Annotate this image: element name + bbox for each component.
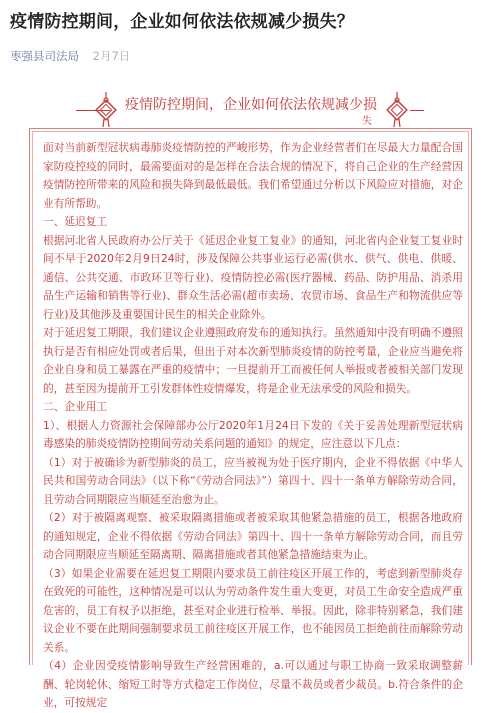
body-paragraph: （2）对于被隔离观察、被采取隔离措施或者被采取其他紧急措施的员工，根据各地政府的通知规定，企业不得依据《劳动合同法》第四十、四十一条单方解除劳动合同，而且劳动合同期限应当顺延至隔离期、隔离措施或者其他紧急措施结束为止。 — [43, 511, 463, 561]
divider-right — [410, 110, 424, 111]
body-paragraph: （3）如果企业需要在延迟复工期限内要求员工前往疫区开展工作的，考虑到新型肺炎存在致死的可能性，这种情况是可以认为劳动条件发生重大变更，对员工生命安全造成严重危害的，员工有权予以拒绝，甚至对企业进行检举、举报。因此，除非特别紧急，我们建议企业不要在此期间强制要求员工前往疫区开展工作，也不能因员工拒绝前往而解除劳动关系。 — [43, 566, 463, 654]
section-heading: 一、延迟复工 — [43, 215, 108, 228]
banner-heading: 疫情防控期间，企业如何依法依规减少损 — [125, 97, 377, 113]
body-paragraph: （4）企业因受疫情影响导致生产经营困难的，a.可以通过与职工协商一致采取调整薪酬、轮岗轮休、缩短工时等方式稳定工作岗位，尽量不裁员或者少裁员。b.符合条件的企业，可按规定 — [43, 659, 463, 709]
body-paragraph: 面对当前新型冠状病毒肺炎疫情防控的严峻形势，作为企业经营者们在尽最大力量配合国家防疫控疫的同时，最需要面对的是怎样在合法合规的情况下，将自己企业的生产经营因疫情防控所带来的风险和损失降到最低最低。我们希望通过分析以下风险应对措施，对企业有所帮助。 — [43, 141, 463, 210]
article-meta — [10, 48, 130, 64]
knot-ornament-icon — [381, 92, 413, 128]
article-body-frame — [29, 128, 472, 709]
body-paragraph: 根据河北省人民政府办公厅关于《延迟企业复工复业》的通知，河北省内企业复工复业时间不早于2020年2月9日24时，涉及保障公共事业运行必需(供水、供气、供电、供暖、通信、公共交通、市政环卫等行业)、疫情防控必需(医疗器械、药品、防护用品、消杀用品生产运输和销售等行业)、群众生活必需(超市卖场、农贸市场、食品生产和物流供应等行业)及其他涉及重要国计民生的相关企业除外。 — [43, 233, 463, 321]
body-paragraph: 对于延迟复工期限，我们建议企业遵照政府发布的通知执行。虽然通知中没有明确不遵照执行是否有相应处罚或者后果，但出于对本次新型肺炎疫情的防控考量，企业应当避免将企业自身和员工暴露在严重的疫情中；一旦提前开工而被任何人举报或者被相关部门发现的，甚至因为提前开工引发群体性疫情爆发，将是企业无法承受的风险和损失。 — [43, 326, 463, 395]
body-paragraph: 1）、根据人力资源社会保障部办公厅2020年1月24日下发的《关于妥善处理新型冠状病毒感染的肺炎疫情防控期间劳动关系问题的通知》的规定，应注意以下几点： — [43, 418, 463, 450]
article-body — [43, 139, 463, 713]
source-account-link[interactable]: 枣强县司法局 — [10, 49, 79, 63]
body-paragraph: （1）对于被确诊为新型肺炎的员工，应当被视为处于医疗期内，企业不得依据《中华人民共和国劳动合同法》（以下称“《劳动合同法》”）第四十、四十一条单方解除劳动合同，且劳动合同期限应当顺延至治愈为止。 — [43, 455, 463, 506]
article-title: 疫情防控期间，企业如何依法依规减少损失？ — [10, 12, 354, 32]
banner-heading-tail: 失 — [362, 116, 372, 127]
section-heading: 二、企业用工 — [43, 400, 108, 413]
publish-date: 2月7日 — [92, 49, 131, 63]
